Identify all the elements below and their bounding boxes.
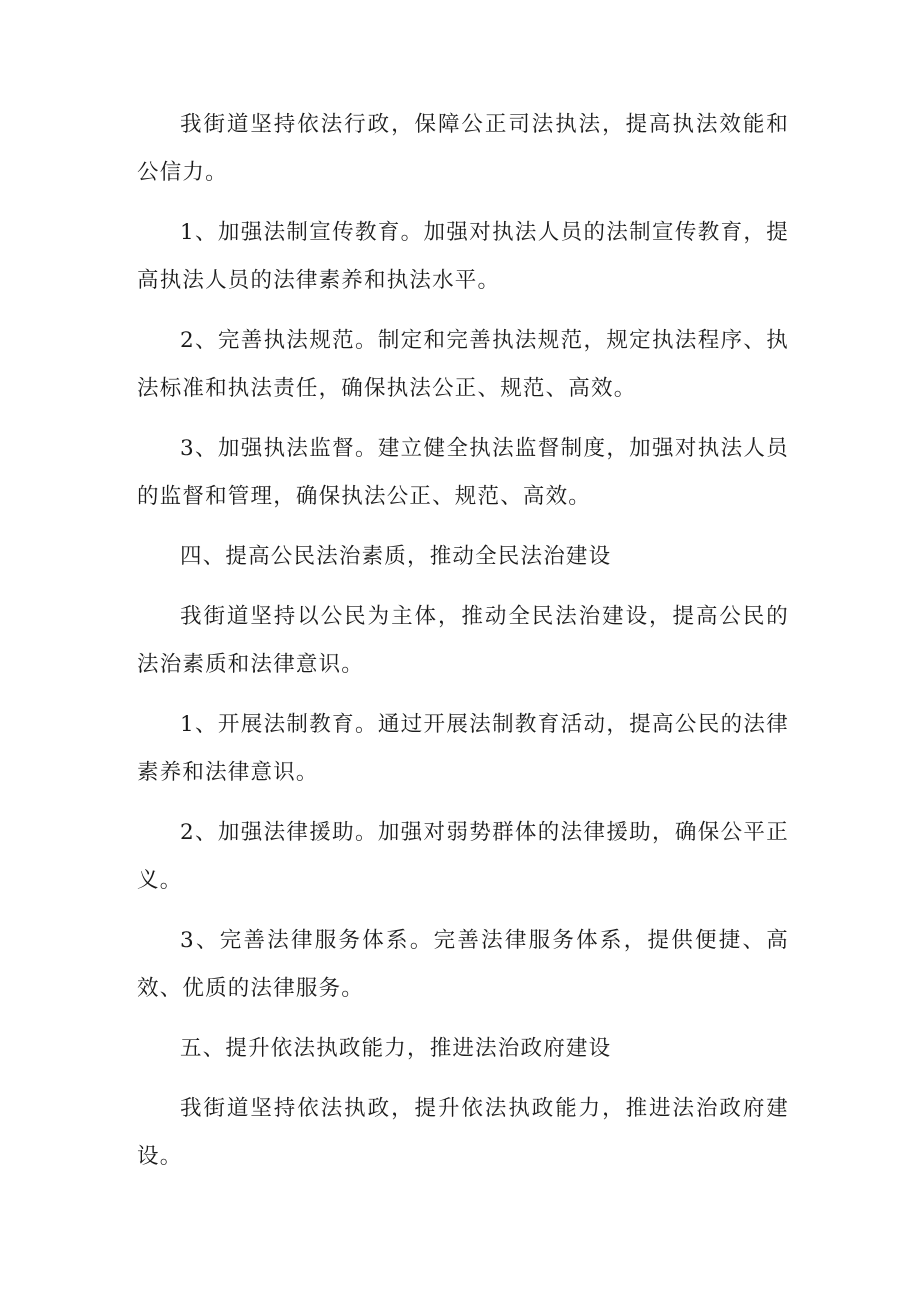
section-heading-five: 五、提升依法执政能力，推进法治政府建设 [180, 1036, 612, 1061]
section-heading-four: 四、提高公民法治素质，推动全民法治建设 [180, 544, 612, 569]
paragraph-enforcement-supervision: 3、加强执法监督。建立健全执法监督制度，加强对执法人员的监督和管理，确保执法公正、规范、高效。 [137, 436, 789, 509]
paragraph-legal-education: 1、加强法制宣传教育。加强对执法人员的法制宣传教育，提高执法人员的法律素养和执法水平。 [137, 220, 789, 293]
paragraph-legal-services: 3、完善法律服务体系。完善法律服务体系，提供便捷、高效、优质的法律服务。 [137, 928, 789, 1001]
document-body [137, 101, 789, 1193]
paragraph-legal-education-activities: 1、开展法制教育。通过开展法制教育活动，提高公民的法律素养和法律意识。 [137, 712, 789, 785]
paragraph-legal-aid: 2、加强法律援助。加强对弱势群体的法律援助，确保公平正义。 [137, 820, 789, 893]
paragraph-enforcement-norms: 2、完善执法规范。制定和完善执法规范，规定执法程序、执法标准和执法责任，确保执法公正、规范、高效。 [137, 328, 789, 401]
paragraph-governance-intro: 我街道坚持依法执政，提升依法执政能力，推进法治政府建设。 [137, 1096, 789, 1169]
paragraph-citizen-intro: 我街道坚持以公民为主体，推动全民法治建设，提高公民的法治素质和法律意识。 [137, 604, 789, 677]
paragraph-law-enforcement-intro: 我街道坚持依法行政，保障公正司法执法，提高执法效能和公信力。 [137, 112, 789, 185]
